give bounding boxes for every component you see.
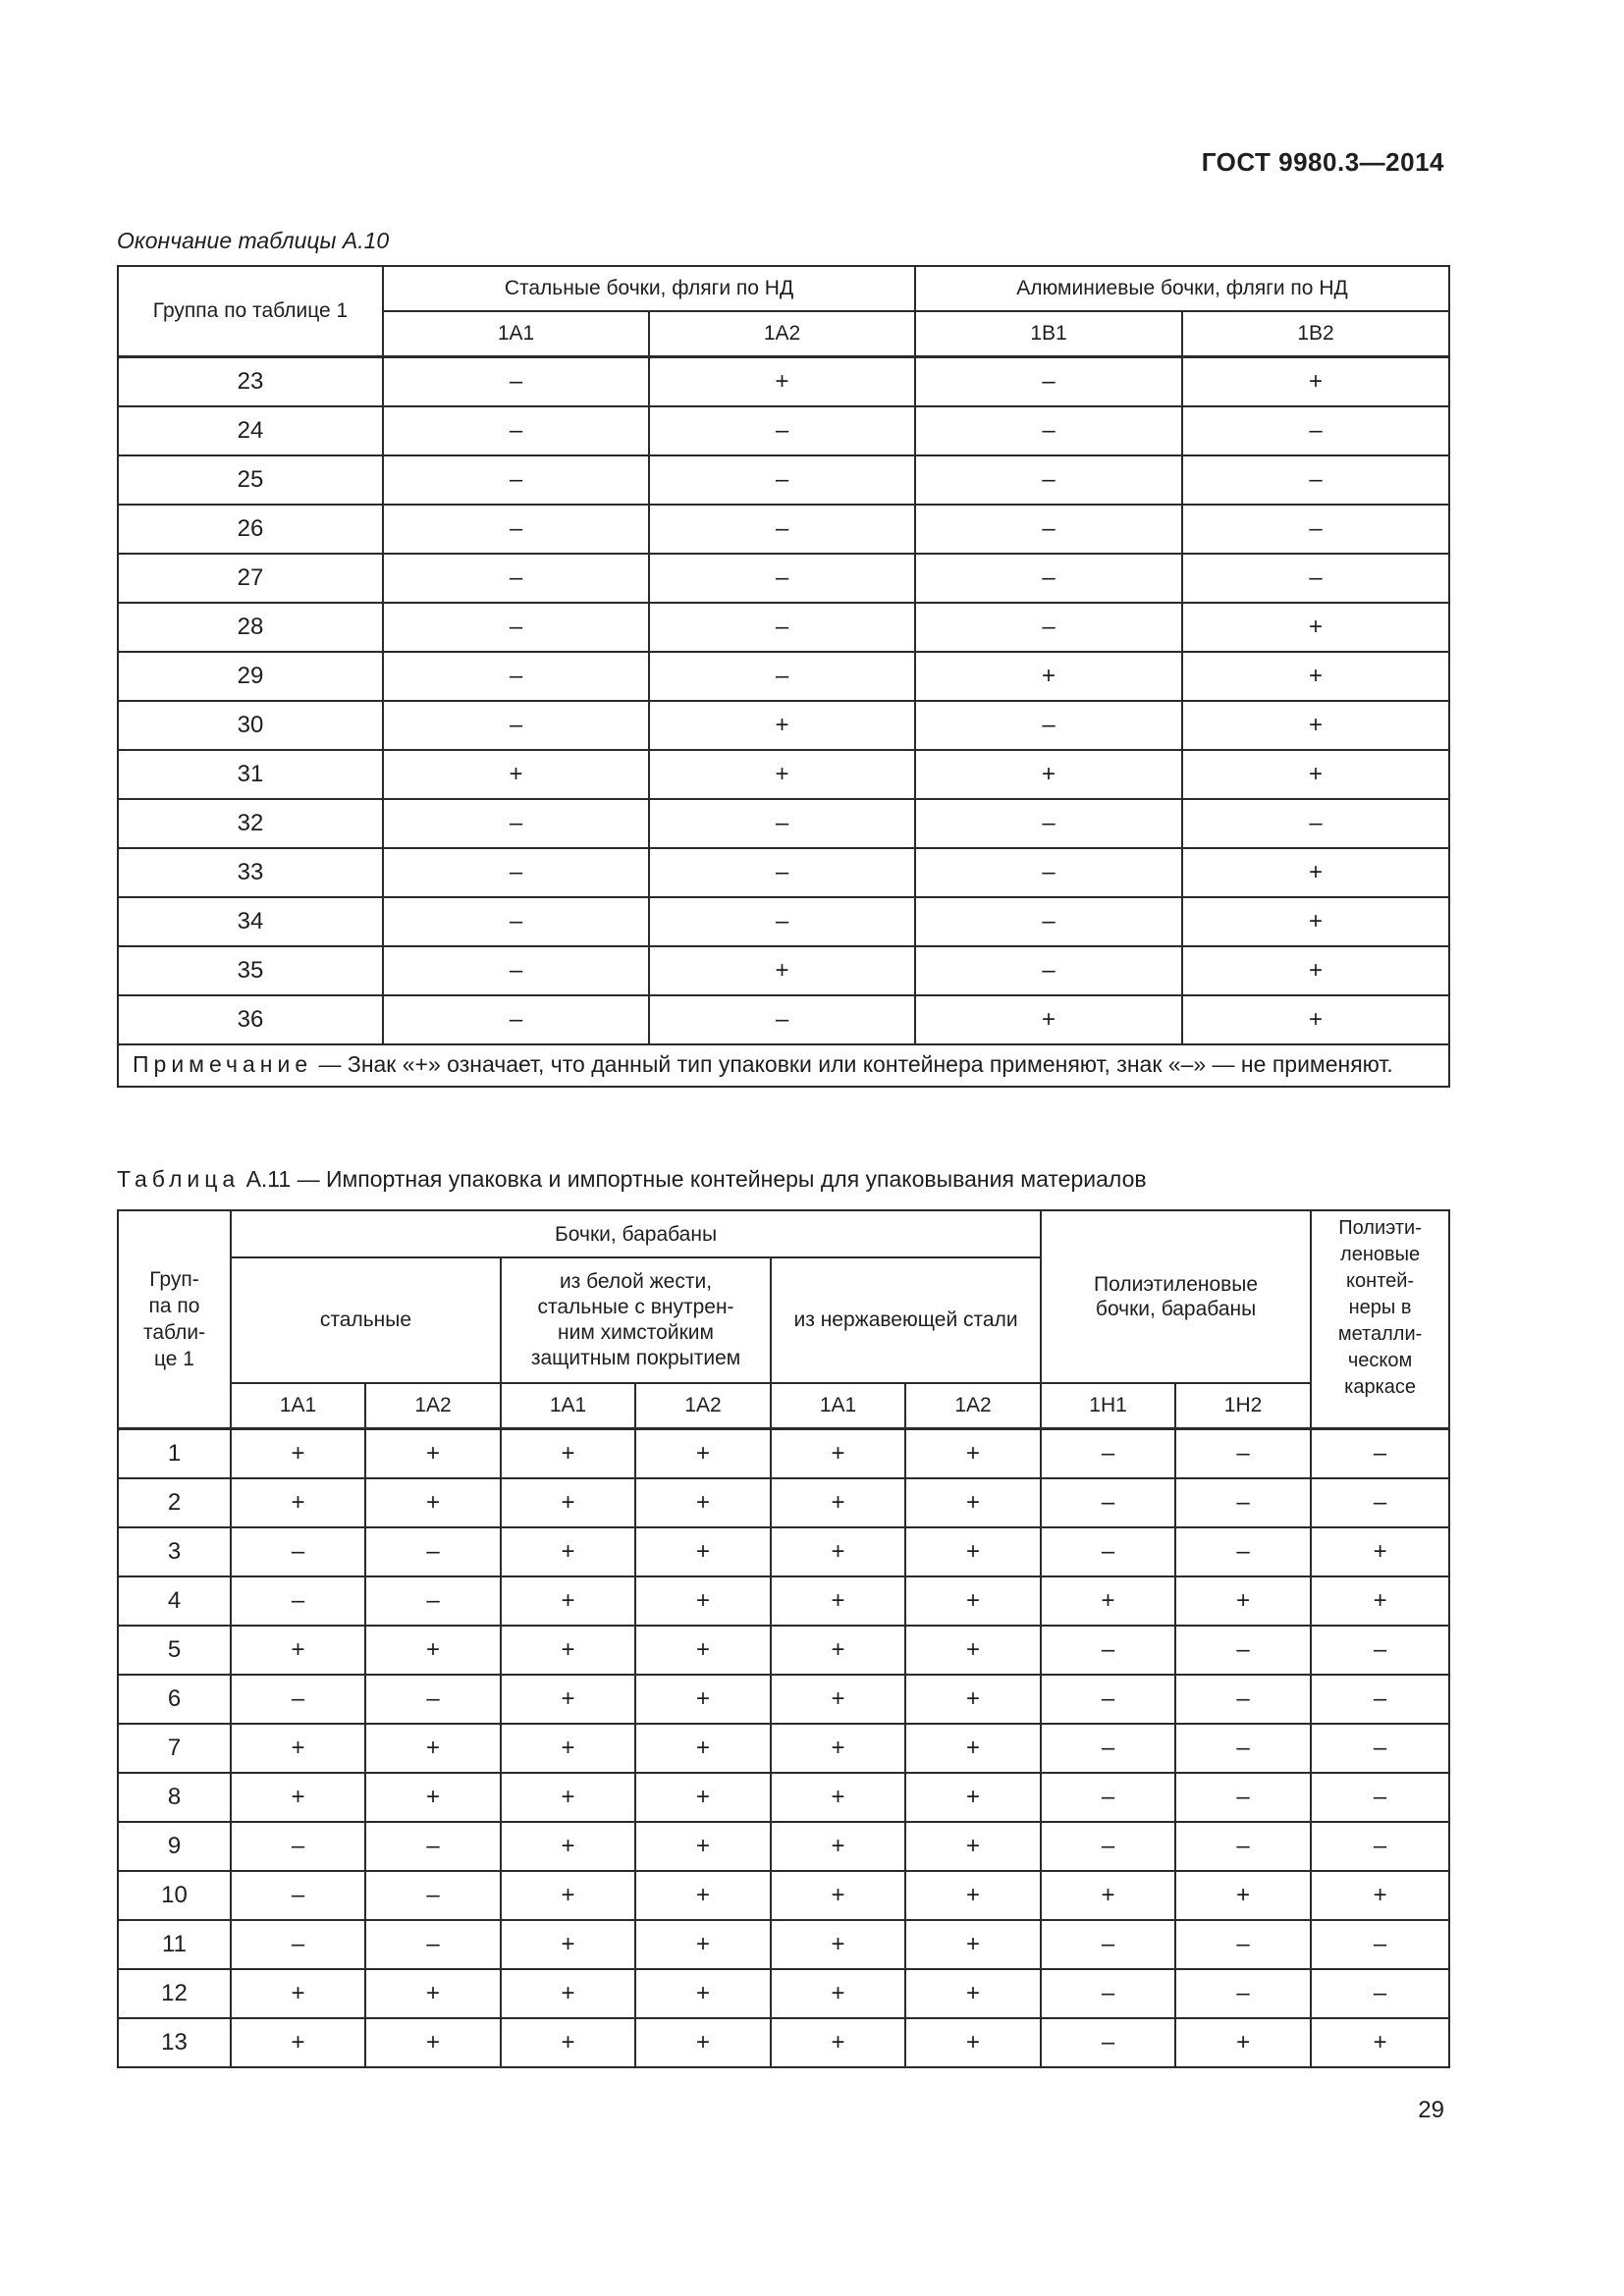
value-cell: – [383,799,649,848]
value-cell: – [1311,1822,1449,1871]
group-number-cell: 30 [118,701,383,750]
value-cell: + [905,1822,1041,1871]
document-code: ГОСТ 9980.3—2014 [1201,147,1444,177]
value-cell: – [1182,505,1449,554]
value-cell: – [1175,1675,1311,1724]
value-cell: – [649,652,915,701]
table-row [118,1822,1449,1871]
value-cell: – [231,1871,365,1920]
value-cell: + [231,1724,365,1773]
value-cell: – [383,603,649,652]
value-cell: – [649,799,915,848]
value-cell: + [905,1675,1041,1724]
table-a11 [117,1209,1450,2068]
value-cell: + [501,1871,635,1920]
value-cell: + [905,2018,1041,2067]
value-cell: + [1041,1871,1175,1920]
value-cell: + [635,1920,771,1969]
value-cell: – [383,995,649,1044]
code-header: 1А2 [905,1383,1041,1428]
value-cell: – [1182,554,1449,603]
code-header: 1А2 [635,1383,771,1428]
table-a10-note [118,1044,1449,1087]
table-row [118,1478,1449,1527]
value-cell: – [1041,1478,1175,1527]
value-cell: – [1311,1675,1449,1724]
table-row [118,554,1449,603]
value-cell: + [905,1969,1041,2018]
table-a10-caption: Окончание таблицы А.10 [117,228,390,253]
note-label: Примечание [133,1050,313,1077]
table-row [118,356,1449,406]
value-cell: – [649,406,915,455]
group-number-cell: 6 [118,1675,231,1724]
value-cell: + [915,995,1182,1044]
group-number-cell: 9 [118,1822,231,1871]
value-cell: – [1041,1920,1175,1969]
group-number-cell: 12 [118,1969,231,2018]
table-row [118,750,1449,799]
value-cell: + [1175,1871,1311,1920]
value-cell: + [501,1478,635,1527]
value-cell: + [231,1478,365,1527]
value-cell: + [1311,1527,1449,1576]
value-cell: – [365,1871,501,1920]
value-cell: – [231,1576,365,1626]
value-cell: – [1175,1527,1311,1576]
group-number-cell: 34 [118,897,383,946]
value-cell: + [635,1478,771,1527]
value-cell: + [771,1724,905,1773]
value-cell: – [649,505,915,554]
value-cell: + [771,1675,905,1724]
table-row [118,799,1449,848]
value-cell: – [1175,1969,1311,2018]
table-row [118,406,1449,455]
polyethylene-drums-header: Полиэтиленовые бочки, барабаны [1041,1210,1311,1383]
group-number-cell: 24 [118,406,383,455]
group-number-cell: 25 [118,455,383,505]
value-cell: + [1182,946,1449,995]
steel-drums-header: стальные [231,1257,501,1383]
table-row [118,2018,1449,2067]
group-number-cell: 29 [118,652,383,701]
table-row [118,1724,1449,1773]
value-cell: – [915,406,1182,455]
value-cell: + [649,701,915,750]
value-cell: + [649,946,915,995]
value-cell: + [1182,356,1449,406]
group-column-header: Группа по таблице 1 [118,266,383,356]
value-cell: + [231,1626,365,1675]
value-cell: – [915,554,1182,603]
value-cell: + [905,1920,1041,1969]
value-cell: + [771,1527,905,1576]
code-header: 1А2 [649,311,915,356]
value-cell: – [231,1920,365,1969]
value-cell: + [649,356,915,406]
value-cell: + [231,1773,365,1822]
value-cell: + [771,1822,905,1871]
value-cell: + [365,1773,501,1822]
value-cell: + [649,750,915,799]
value-cell: + [635,1724,771,1773]
value-cell: – [365,1675,501,1724]
table-row [118,1527,1449,1576]
value-cell: – [1175,1822,1311,1871]
table-row [118,603,1449,652]
value-cell: – [1311,1478,1449,1527]
value-cell: – [649,848,915,897]
value-cell: – [231,1527,365,1576]
value-cell: – [383,406,649,455]
value-cell: + [915,652,1182,701]
value-cell: + [635,1428,771,1478]
value-cell: + [771,1626,905,1675]
value-cell: – [649,455,915,505]
value-cell: + [905,1478,1041,1527]
group-number-cell: 11 [118,1920,231,1969]
table-row [118,848,1449,897]
value-cell: + [771,1773,905,1822]
value-cell: + [635,1773,771,1822]
value-cell: – [1175,1626,1311,1675]
value-cell: – [383,897,649,946]
value-cell: + [501,1773,635,1822]
value-cell: + [635,1969,771,2018]
group-number-cell: 2 [118,1478,231,1527]
value-cell: + [635,1822,771,1871]
value-cell: + [635,1576,771,1626]
value-cell: + [1175,2018,1311,2067]
value-cell: + [365,2018,501,2067]
value-cell: – [1175,1773,1311,1822]
group-number-cell: 26 [118,505,383,554]
value-cell: + [501,1576,635,1626]
value-cell: – [1175,1428,1311,1478]
value-cell: + [231,1969,365,2018]
value-cell: – [915,848,1182,897]
value-cell: + [501,1724,635,1773]
page-number: 29 [1418,2097,1444,2123]
table-row [118,1576,1449,1626]
table-row [118,505,1449,554]
value-cell: + [1182,701,1449,750]
value-cell: + [231,2018,365,2067]
value-cell: + [365,1478,501,1527]
code-header: 1А1 [771,1383,905,1428]
value-cell: – [383,356,649,406]
value-cell: + [1175,1576,1311,1626]
table-row [118,1969,1449,2018]
value-cell: + [1182,995,1449,1044]
table-a10 [117,265,1450,1088]
value-cell: + [365,1626,501,1675]
value-cell: – [383,848,649,897]
value-cell: – [383,455,649,505]
value-cell: – [915,455,1182,505]
value-cell: – [1175,1478,1311,1527]
value-cell: + [771,1920,905,1969]
group-number-cell: 33 [118,848,383,897]
value-cell: – [1311,1428,1449,1478]
value-cell: – [1041,2018,1175,2067]
code-header: 1А1 [231,1383,365,1428]
value-cell: + [501,1969,635,2018]
value-cell: – [915,946,1182,995]
group-number-cell: 32 [118,799,383,848]
code-header: 1А1 [501,1383,635,1428]
value-cell: – [915,505,1182,554]
value-cell: + [1311,1871,1449,1920]
note-text: — Знак «+» означает, что данный тип упаковки или контейнера применяют, знак «–» — не применяют. [312,1050,1393,1077]
value-cell: – [915,356,1182,406]
value-cell: – [231,1822,365,1871]
value-cell: + [1182,897,1449,946]
group-number-cell: 13 [118,2018,231,2067]
table-row [118,1626,1449,1675]
value-cell: – [365,1527,501,1576]
value-cell: – [1182,799,1449,848]
value-cell: – [383,505,649,554]
table-row [118,1920,1449,1969]
value-cell: – [1182,406,1449,455]
value-cell: + [383,750,649,799]
value-cell: + [365,1724,501,1773]
value-cell: + [771,1576,905,1626]
value-cell: + [771,2018,905,2067]
value-cell: + [771,1428,905,1478]
value-cell: – [1041,1428,1175,1478]
table-row [118,701,1449,750]
value-cell: + [1182,603,1449,652]
value-cell: + [915,750,1182,799]
table-row [118,455,1449,505]
table-row [118,1871,1449,1920]
table-row [118,1675,1449,1724]
value-cell: – [1311,1920,1449,1969]
caption-label: Таблица [117,1166,241,1192]
value-cell: – [915,603,1182,652]
value-cell: – [1175,1724,1311,1773]
value-cell: + [771,1871,905,1920]
value-cell: – [915,897,1182,946]
value-cell: + [905,1773,1041,1822]
value-cell: + [905,1576,1041,1626]
value-cell: – [383,946,649,995]
group-number-cell: 7 [118,1724,231,1773]
code-header: 1В2 [1182,311,1449,356]
value-cell: – [649,554,915,603]
value-cell: + [1041,1576,1175,1626]
table-a11-caption [117,1166,1147,1193]
value-cell: + [771,1478,905,1527]
value-cell: – [1041,1527,1175,1576]
value-cell: + [1311,2018,1449,2067]
value-cell: – [383,652,649,701]
value-cell: + [501,1920,635,1969]
code-header: 1А1 [383,311,649,356]
value-cell: – [365,1822,501,1871]
group-number-cell: 3 [118,1527,231,1576]
code-header: 1А2 [365,1383,501,1428]
group-number-cell: 28 [118,603,383,652]
group-number-cell: 23 [118,356,383,406]
caption-text: А.11 — Импортная упаковка и импортные контейнеры для упаковывания материалов [240,1166,1147,1192]
value-cell: + [1182,848,1449,897]
value-cell: – [1041,1675,1175,1724]
value-cell: – [915,701,1182,750]
value-cell: – [1041,1773,1175,1822]
value-cell: + [365,1428,501,1478]
value-cell: – [1041,1822,1175,1871]
value-cell: + [635,1675,771,1724]
group-column-header: Груп- па по табли- це 1 [118,1210,231,1428]
tinplate-drums-header: из белой жести, стальные с внутрен- ним химстойким защитным покрытием [501,1257,771,1383]
table-row [118,1428,1449,1478]
group-number-cell: 10 [118,1871,231,1920]
group-number-cell: 8 [118,1773,231,1822]
value-cell: – [649,897,915,946]
value-cell: – [383,701,649,750]
table-row [118,995,1449,1044]
value-cell: – [1182,455,1449,505]
value-cell: – [1041,1969,1175,2018]
stainless-drums-header: из нержавеющей стали [771,1257,1041,1383]
value-cell: – [365,1576,501,1626]
group-number-cell: 5 [118,1626,231,1675]
group-number-cell: 36 [118,995,383,1044]
drums-header: Бочки, барабаны [231,1210,1041,1257]
value-cell: – [1311,1724,1449,1773]
aluminium-drums-header: Алюминиевые бочки, фляги по НД [915,266,1449,311]
value-cell: + [905,1626,1041,1675]
value-cell: + [905,1428,1041,1478]
value-cell: – [365,1920,501,1969]
value-cell: + [635,2018,771,2067]
value-cell: – [915,799,1182,848]
value-cell: + [1182,750,1449,799]
group-number-cell: 27 [118,554,383,603]
code-header: 1Н1 [1041,1383,1175,1428]
value-cell: + [1182,652,1449,701]
value-cell: – [1041,1626,1175,1675]
value-cell: – [649,603,915,652]
value-cell: – [1311,1969,1449,2018]
value-cell: + [501,1675,635,1724]
value-cell: + [501,2018,635,2067]
value-cell: + [365,1969,501,2018]
value-cell: + [635,1527,771,1576]
polyethylene-frame-containers-header: Полиэти- леновые контей- неры в металли- ческом каркасе [1311,1210,1449,1428]
value-cell: + [905,1724,1041,1773]
value-cell: + [635,1626,771,1675]
value-cell: – [1041,1724,1175,1773]
value-cell: + [231,1428,365,1478]
value-cell: – [383,554,649,603]
value-cell: – [231,1675,365,1724]
value-cell: + [501,1626,635,1675]
value-cell: – [1311,1773,1449,1822]
value-cell: + [771,1969,905,2018]
value-cell: + [905,1527,1041,1576]
value-cell: – [1175,1920,1311,1969]
table-row [118,652,1449,701]
table-row [118,1773,1449,1822]
group-number-cell: 1 [118,1428,231,1478]
value-cell: + [635,1871,771,1920]
value-cell: + [1311,1576,1449,1626]
code-header: 1Н2 [1175,1383,1311,1428]
value-cell: – [1311,1626,1449,1675]
value-cell: + [501,1527,635,1576]
value-cell: + [501,1822,635,1871]
group-number-cell: 31 [118,750,383,799]
code-header: 1В1 [915,311,1182,356]
value-cell: + [905,1871,1041,1920]
table-row [118,897,1449,946]
value-cell: + [501,1428,635,1478]
steel-drums-header: Стальные бочки, фляги по НД [383,266,915,311]
group-number-cell: 35 [118,946,383,995]
value-cell: – [649,995,915,1044]
table-row [118,946,1449,995]
group-number-cell: 4 [118,1576,231,1626]
